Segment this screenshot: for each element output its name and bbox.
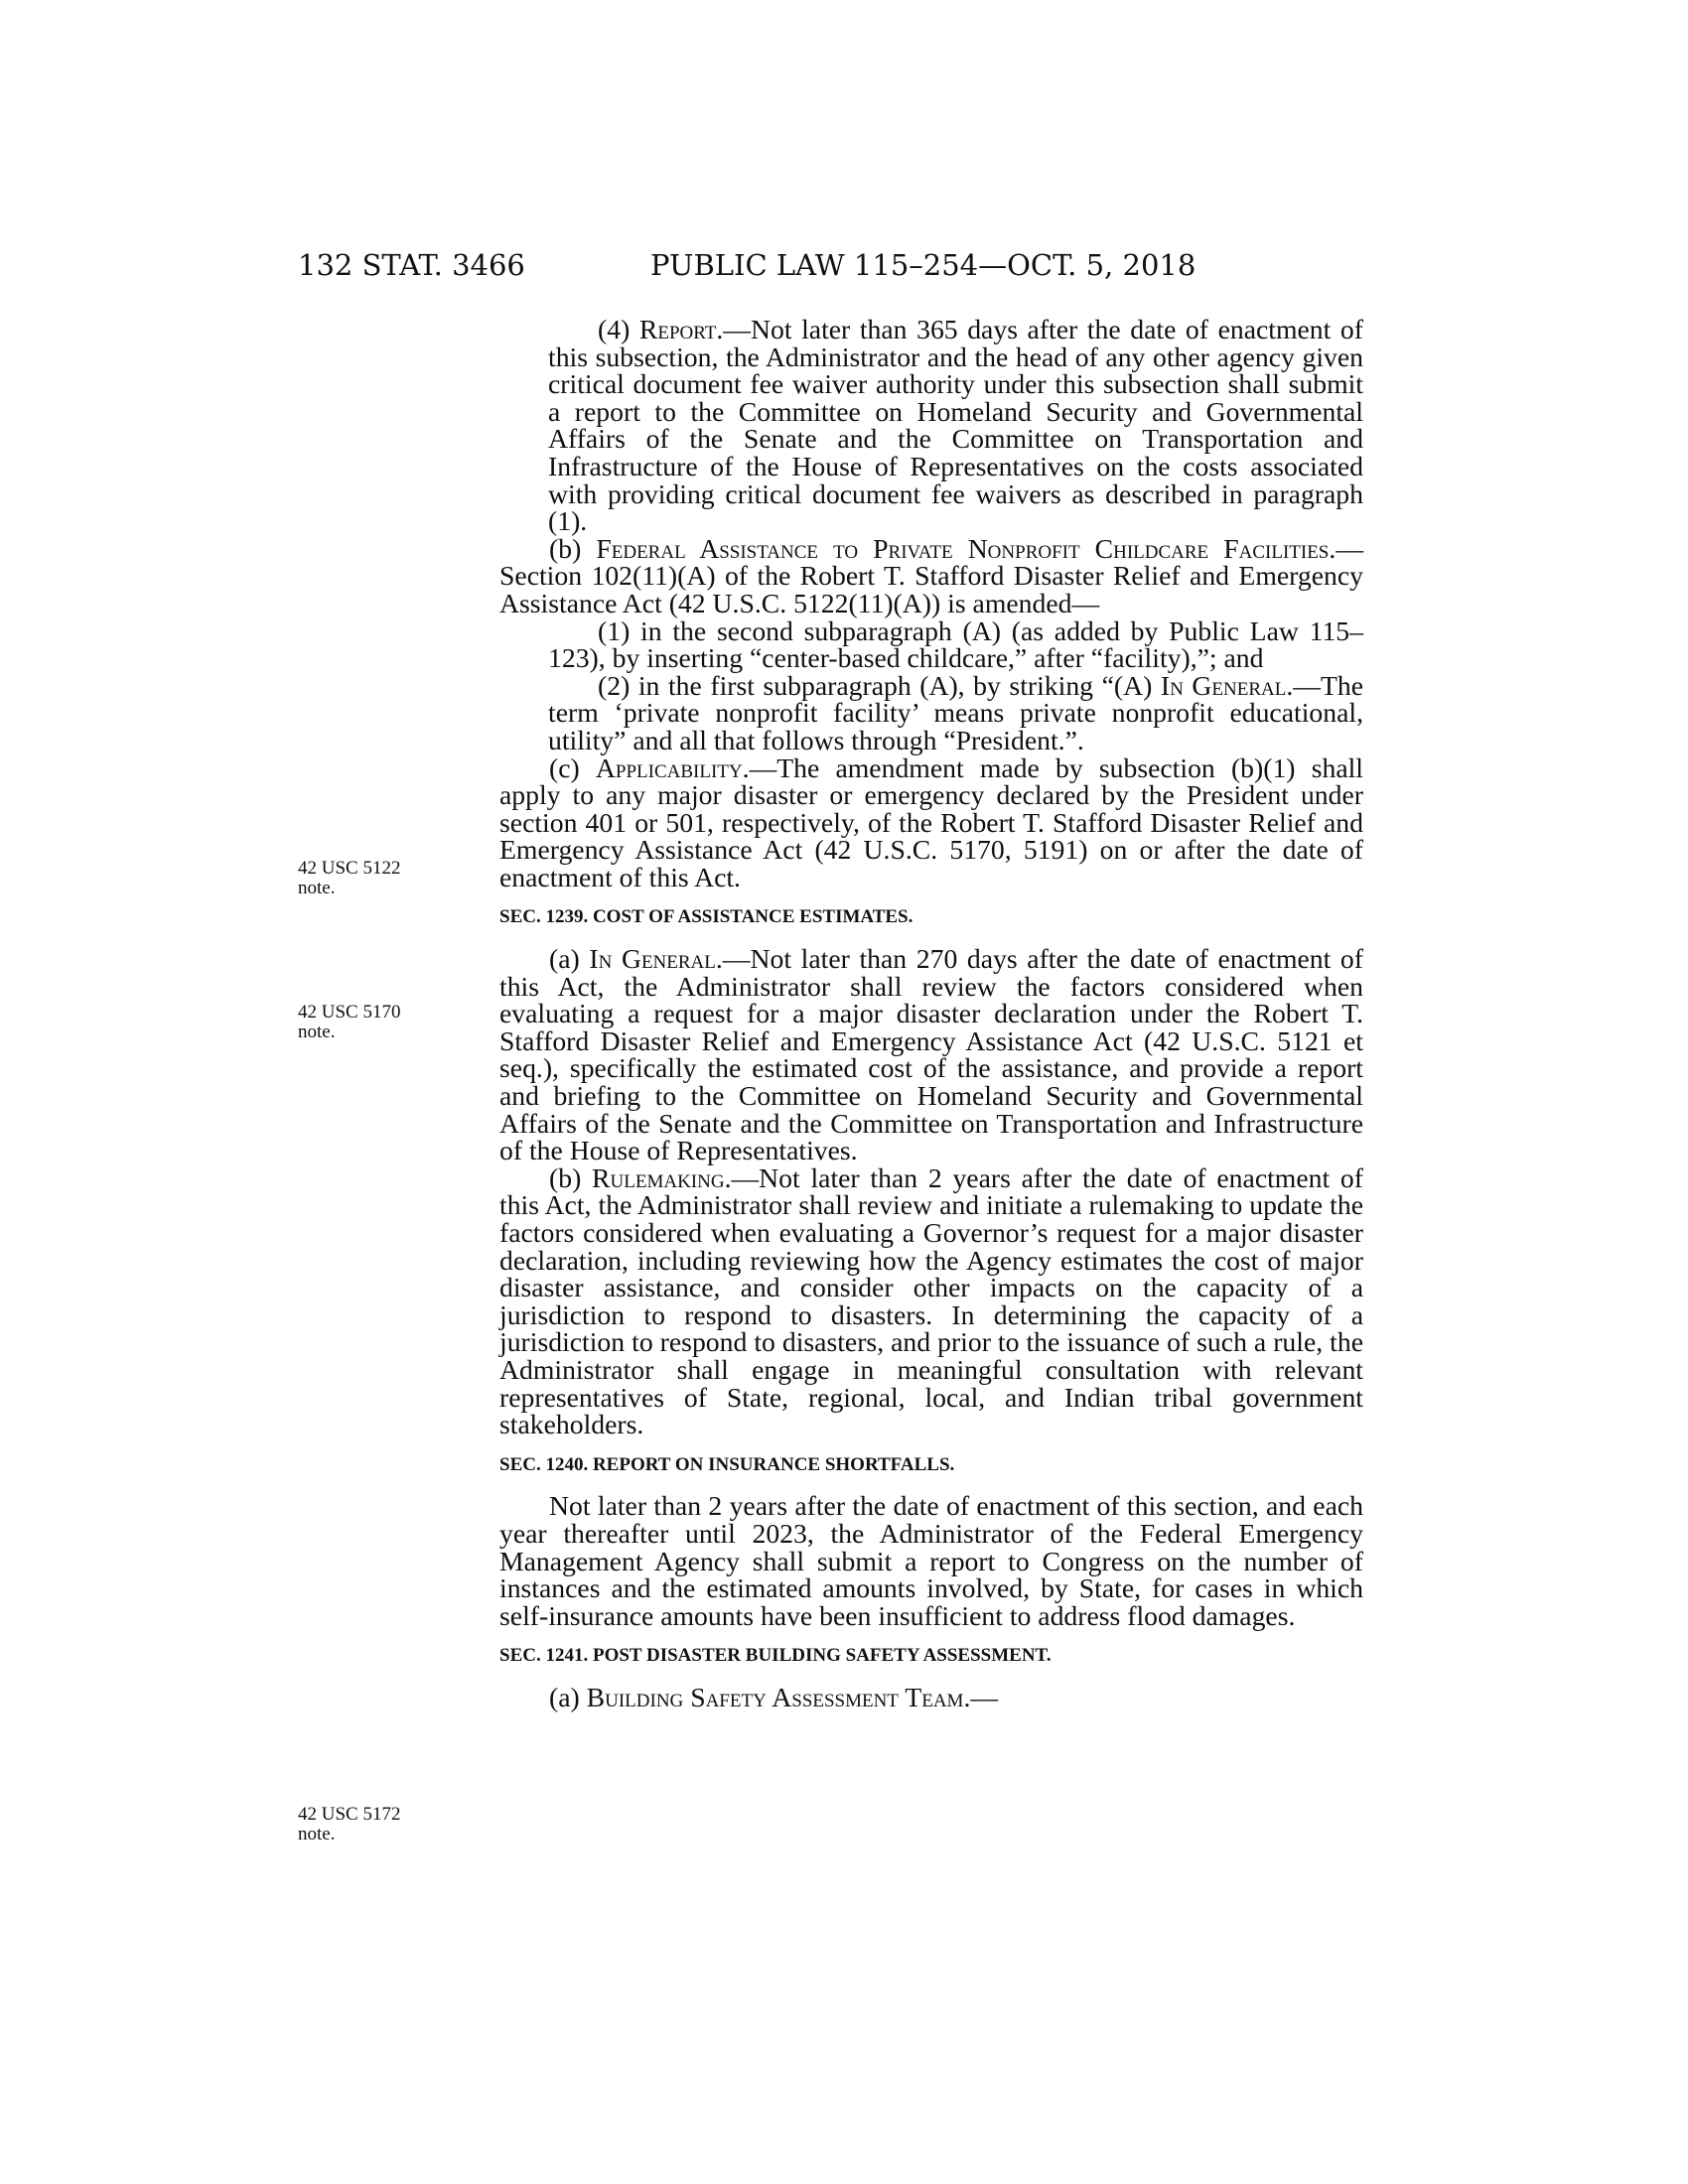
- paragraph-heading: Report: [638, 314, 717, 344]
- running-title: PUBLIC LAW 115–254—OCT. 5, 2018: [650, 248, 1196, 282]
- quoted-heading: (A) In General: [1113, 669, 1287, 701]
- subsection-b-item-2: [499, 669, 1363, 755]
- subsection-text: .—Not later than 270 days after the date of enactment of this Act, the Administrator shall review the factors considered when evaluating a request for a major disaster declaration under the Robert T. Stafford Disaster Relief and Emergency Assistance Act (42 U.S.C. 5121 et seq.), specifically the estimated cost of the assistance, and provide a report and briefing to the Committee on Homeland Security and Governmental Affairs of the Senate and the Committee on Transportation and Infrastructure of the House of Representatives.: [499, 943, 1363, 1166]
- subsection-c: [499, 751, 1363, 892]
- subsection-text: .—Not later than 2 years after the date of enactment of this Act, the Administrator shall review and initiate a rulemaking to update the factors considered when evaluating a Governor’s request for a major disaster declaration, including reviewing how the Agency estimates the cost of major disaster assistance, and consider other impacts on the capacity of a jurisdiction to respond to disasters. In determining the capacity of a jurisdiction to respond to disasters, and prior to the issuance of such a rule, the Administrator shall engage in meaningful consultation with relevant representatives of State, regional, local, and Indian tribal government stakeholders.: [499, 1161, 1363, 1440]
- section-1239-b: [499, 1161, 1363, 1440]
- item-text: .—The term ‘private nonprofit facility’ means private nonprofit educational, utility” and all that follows through “President.”.: [548, 669, 1363, 755]
- margin-note-5172: [298, 1805, 400, 1844]
- statute-page-number: 132 STAT. 3466: [298, 248, 525, 282]
- margin-note-citation: 42 USC 5172: [298, 1804, 401, 1825]
- margin-note-5170: [298, 1003, 400, 1042]
- subsection-number: (b): [549, 1161, 593, 1193]
- subsection-number: (a): [549, 943, 590, 975]
- margin-note-citation: 42 USC 5170: [298, 1002, 401, 1023]
- margin-note-suffix: note.: [298, 1022, 336, 1042]
- margin-note-5122: [298, 859, 400, 898]
- page-body: [499, 316, 1363, 1711]
- paragraph-number: (4): [598, 314, 639, 344]
- section-1240-text: Not later than 2 years after the date of enactment of this section, and each year thereafter until 2023, the Administrator of the Federal Emergency Management Agency shall submit a report to Congress on the number of instances and the estimated amounts involved, by State, for cases in which self-insurance amounts have been insufficient to address flood damages.: [499, 1490, 1363, 1631]
- section-1241-a: [499, 1681, 1363, 1712]
- page-header: [0, 248, 1688, 288]
- section-1239-a: [499, 945, 1363, 1164]
- section-1241-heading: SEC. 1241. POST DISASTER BUILDING SAFETY ASSESSMENT.: [499, 1645, 1052, 1667]
- subsection-text: .—The amendment made by subsection (b)(1) shall apply to any major disaster or emergency declared by the President under section 401 or 501, respectively, of the Robert T. Stafford Disaster Relief and Emergency Assistance Act (42 U.S.C. 5170, 5191) on or after the date of enactment of this Act.: [499, 751, 1363, 892]
- margin-note-suffix: note.: [298, 1824, 336, 1844]
- subsection-heading: Rulemaking: [592, 1161, 725, 1193]
- margin-note-suffix: note.: [298, 878, 336, 898]
- subsection-number: (c): [549, 751, 596, 783]
- section-1240-heading: SEC. 1240. REPORT ON INSURANCE SHORTFALLS.: [499, 1453, 955, 1475]
- section-1239-heading: SEC. 1239. COST OF ASSISTANCE ESTIMATES.: [499, 906, 914, 928]
- subsection-heading: In General: [589, 943, 716, 975]
- subsection-heading: Applicability: [595, 751, 743, 783]
- subsection-number: (a): [549, 1681, 587, 1712]
- subsection-b-item-1: (1) in the second subparagraph (A) (as added by Public Law 115–123), by inserting “center-based childcare,” after “facility),”; and: [548, 614, 1363, 674]
- subsection-text: .—Section 102(11)(A) of the Robert T. Stafford Disaster Relief and Emergency Assistance Act (42 U.S.C. 5122(11)(A)) is amended—: [499, 532, 1363, 618]
- margin-note-citation: 42 USC 5122: [298, 858, 401, 879]
- subsection-number: (b): [549, 532, 597, 564]
- paragraph-4-report: [499, 316, 1363, 535]
- subsection-heading: Building Safety Assessment Team: [586, 1681, 964, 1712]
- subsection-text: .—: [963, 1681, 999, 1712]
- subsection-heading: Federal Assistance to Private Nonprofit Childcare Facilities: [596, 532, 1330, 564]
- subsection-b: [499, 532, 1363, 618]
- paragraph-text: .—Not later than 365 days after the date of enactment of this subsection, the Administrator and the head of any other agency given critical document fee waiver authority under this subsection shall submit a report to the Committee on Homeland Security and Governmental Affairs of the Senate and the Committee on Transportation and Infrastructure of the House of Representatives on the costs associated with providing critical document fee waivers as described in paragraph (1).: [548, 314, 1363, 537]
- item-text: (2) in the first subparagraph (A), by striking “: [598, 669, 1114, 701]
